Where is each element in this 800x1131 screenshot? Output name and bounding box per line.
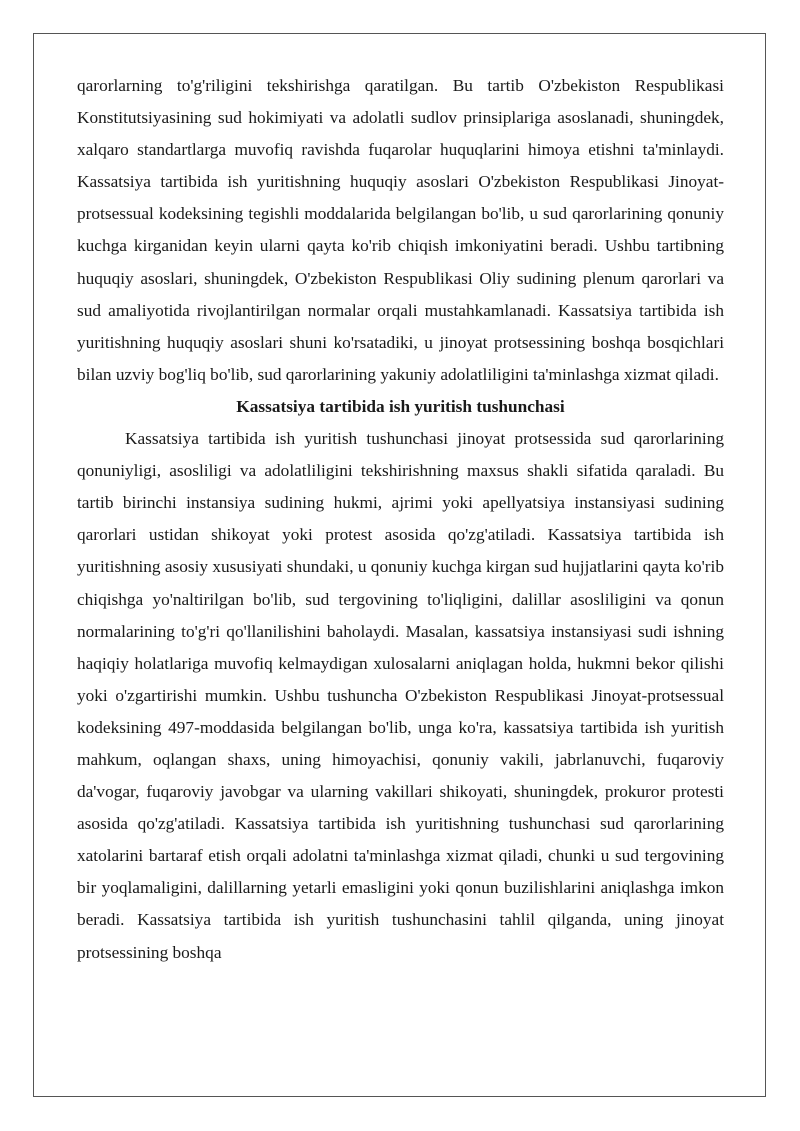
paragraph-1: qarorlarning to'g'riligini tekshirishga qaratilgan. Bu tartib O'zbekiston Respublikasi Konstitutsiyasining sud hokimiyati va adolatli sudlov prinsiplariga asoslanadi, shuningdek, xalqaro standartlarga muvofiq ravishda fuqarolar huquqlarini himoya etishni ta'minlaydi. Kassatsiya tartibida ish yuritishning huquqiy asoslari O'zbekiston Respublikasi Jinoyat-protsessual kodeksining tegishli moddalarida belgilangan bo'lib, u sud qarorlarining qonuniy kuchga kirganidan keyin ularni qayta ko'rib chiqish imkoniyatini beradi. Ushbu tartibning huquqiy asoslari, shuningdek, O'zbekiston Respublikasi Oliy sudining plenum qarorlari va sud amaliyotida rivojlantirilgan normalar orqali mustahkamlanadi. Kassatsiya tartibida ish yuritishning huquqiy asoslari shuni ko'rsatadiki, u jinoyat protsessining boshqa bosqichlari bilan uzviy bog'liq bo'lib, sud qarorlarining yakuniy adolatliligini ta'minlashga xizmat qiladi. (77, 76, 724, 384)
document-body (77, 70, 724, 969)
paragraph-2: Kassatsiya tartibida ish yuritish tushunchasi jinoyat protsessida sud qarorlarining qonuniyligi, asosliligi va adolatliligini tekshirishning maxsus shakli sifatida qaraladi. Bu tartib birinchi instansiya sudining hukmi, ajrimi yoki apellyatsiya instansiyasi sudining qarorlari ustidan shikoyat yoki protest asosida qo'zg'atiladi. Kassatsiya tartibida ish yuritishning asosiy xususiyati shundaki, u qonuniy kuchga kirgan sud hujjatlarini qayta ko'rib chiqishga yo'naltirilgan bo'lib, sud tergovining to'liqligini, dalillar asosliligini va qonun normalarining to'g'ri qo'llanilishini baholaydi. Masalan, kassatsiya instansiyasi sudi ishning haqiqiy holatlariga muvofiq kelmaydigan xulosalarni aniqlagan holda, hukmni bekor qilishi yoki o'zgartirishi mumkin. Ushbu tushuncha O'zbekiston Respublikasi Jinoyat-protsessual kodeksining 497-moddasida belgilangan bo'lib, unga ko'ra, kassatsiya tartibida ish yuritish mahkum, oqlangan shaxs, uning himoyachisi, qonuniy vakili, jabrlanuvchi, fuqaroviy da'vogar, fuqaroviy javobgar va ularning vakillari shikoyati, shuningdek, prokuror protesti asosida qo'zg'atiladi. Kassatsiya tartibida ish yuritishning tushunchasi sud qarorlarining xatolarini bartaraf etish orqali adolatni ta'minlashga xizmat qiladi, chunki u sud tergovining bir yoqlamaligini, dalillarning yetarli emasligini yoki qonun buzilishlarini aniqlashga imkon beradi. Kassatsiya tartibida ish yuritish tushunchasini tahlil qilganda, uning jinoyat protsessining boshqa (77, 429, 724, 962)
section-heading: Kassatsiya tartibida ish yuritish tushunchasi (236, 396, 565, 416)
